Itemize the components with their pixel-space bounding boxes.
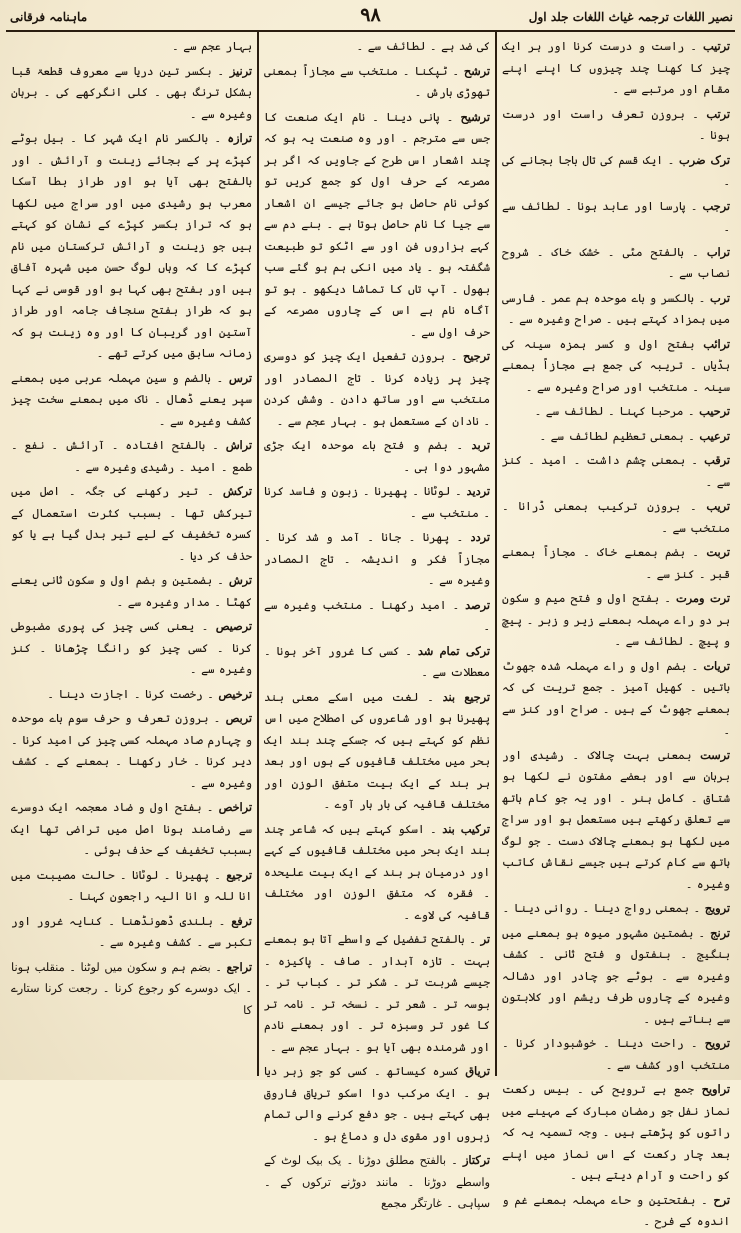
definition: ۔ تیر رکھنے کی جگہ ۔ اصل میں تیرکش تھا ۔ بسبب کثرت استعمال کے کسرہ تخفیف کے لیے تیر بدل گیا ہے یا کو حذف کر دیا ۔ — [11, 485, 252, 563]
dictionary-entry — [502, 104, 730, 147]
headword: تربت — [706, 545, 730, 559]
dictionary-entry — [11, 797, 252, 862]
dictionary-entry — [264, 1150, 490, 1215]
headword: ترش — [228, 573, 252, 587]
definition: ۔ بضم بمعنے خاک ۔ مجازاً بمعنے قبر ۔ کنز سے ۔ — [502, 546, 730, 581]
headword: ترکش — [222, 484, 252, 498]
definition: ۔ بروزن تعرف راست اور درست ہونا ۔ — [502, 107, 730, 142]
definition: ۔ امید رکھنا ۔ منتخب وغیرہ سے ۔ — [264, 598, 490, 633]
definition: ۔ بمعنی چشم داشت ۔ امید ۔ کنز سے ۔ — [502, 454, 730, 489]
definition: ۔ اسکو کہتے ہیں کہ شاعر چند بند ایک بحر میں مختلف قافیوں کے کہے اور درمیان ہر بند کے ایک بیت علیحدہ ۔ فقرہ کہ متفق الوزن اور مختلف قافیہ کی لاوے ۔ — [264, 822, 490, 922]
definition: کسرہ کیساتھ ۔ کسی کو جو زہر دیا ہو ۔ ایک مرکب دوا اسکو تریاق فاروق بھی کہتے ہیں ۔ جو دفع کرنے والی تمام زہروں اور مقوی دل و دماغ ہو ۔ — [264, 1065, 490, 1143]
definition: ۔ پھرنا ۔ جانا ۔ آمد و شد کرنا ۔ مجازاً فکر و اندیشہ ۔ تاج المصادر وغیرہ سے ۔ — [264, 531, 490, 587]
definition: ۔ راحت دینا ۔ خوشبودار کرنا ۔ منتخب اور کشف سے ۔ — [502, 1037, 730, 1072]
dictionary-entry — [502, 150, 730, 193]
dictionary-entry — [11, 481, 252, 567]
dictionary-entry — [264, 929, 490, 1058]
definition: ۔ راست و درست کرنا اور ہر ایک چیز کا کھنا چند چیزوں کا اپنے اپنے مقام اور مرتبے سے ۔ — [502, 40, 730, 96]
dictionary-entry — [502, 450, 730, 493]
headword: ترست — [700, 747, 730, 762]
definition: ۔ بفتح اول و ضاد معجمہ ایک دوسرے سے رضامند ہونا اصل میں تراضی تھا ایک بسبب تخفیف کے حذف ہوئی ۔ — [11, 801, 252, 857]
headword: تراخص — [218, 800, 252, 814]
definition: ۔ ایک قسم کی تال باجا بجانے کی ۔ — [502, 153, 730, 188]
definition: ۔ مرحبا کہنا ۔ لطائف سے ۔ — [534, 405, 700, 418]
dictionary-entry — [502, 656, 730, 742]
definition: ۔ بضم ہم و سکون میں لوٹنا ۔ منقلب ہونا ۔ ایک دوسرے کو رجوع کرنا ۔ رجعت کرنا ستارے کا — [11, 960, 252, 1017]
headword: ترتب — [706, 106, 730, 121]
headword: تریات — [703, 658, 730, 673]
definition: بمعنی بہت چالاک ۔ رشیدی اور برہان سے اور بعضے مفتون نے لکھا ہو شتاق ۔ کامل ہنر ۔ اور یہ جو کام ہاتھ سے تعلق رکھتے ہیں مستعمل ہو اور سراج میں لکھا ہو بمعنے چالاک دست ۔ جو لوگ ہاتھ سے کام کرتے ہیں جیسے نقاش کاتب وغیرہ ۔ — [502, 748, 730, 891]
definition: ۔ بفتحتین و حاے مہملہ بمعنے غم و اندوہ کے فرح ۔ — [502, 1193, 730, 1228]
definition: ۔ بروزن تعرف و حرف سوم باے موحدہ و چہارم صاد مہملہ کسی چیز کی امید کرنا ۔ دیر کرنا ۔ خار رکھنا ۔ بمعنے کے ۔ کشف وغیرہ سے ۔ — [11, 712, 252, 790]
definition: ۔ یعنی کسی چیز کی پوری مضبوطی کرنا ۔ کسی چیز کو رانگا چڑھانا ۔ کنز وغیرہ سے ۔ — [11, 620, 252, 676]
column-right — [497, 32, 735, 1228]
column-left — [6, 32, 257, 1076]
dictionary-entry — [502, 242, 730, 285]
headword: ترک ضرب — [678, 152, 731, 167]
definition: ۔ بالفتح تفضیل کے واسطے آتا ہو بمعنے بہت ۔ تازہ آبدار ۔ صاف ۔ پاکیزہ ۔ جیسے شربت تر ۔ شکر تر ۔ کباب تر ۔ بوسہ تر ۔ شعر تر ۔ نسخہ تر ۔ نامہ تر کا غور تر وسبزہ تر ۔ اور بمعنے نادم اور شرمندہ بھی آیا ہو ۔ بہار عجم سے ۔ — [264, 933, 490, 1054]
definition: جمع ہے ترویح کی ۔ بیس رکعت نماز نفل جو رمضان مبارک کے مہینے میں راتوں کو پڑھتے ہیں ۔ وجہ تسمیہ یہ کہ بعد چار رکعت کے اس نماز میں اپنے کو راحت و آرام دیتے ہیں ۔ — [502, 1083, 730, 1182]
dictionary-entry — [502, 745, 730, 896]
definition: بہار عجم سے ۔ — [172, 40, 252, 53]
dictionary-entry — [502, 1033, 730, 1076]
headword: ترویح — [704, 1036, 730, 1050]
headword: ترس — [228, 370, 252, 385]
dictionary-entry — [502, 196, 730, 239]
definition: ۔ لوٹانا ۔ پھیرنا ۔ زبون و فاسد کرنا ۔ منتخب سے ۔ — [264, 485, 490, 520]
dictionary-entry — [11, 61, 252, 126]
headword: ترقب — [704, 453, 730, 467]
definition: ۔ بروزن ترکیب بمعنی ڈرانا ۔ منتخب سے ۔ — [502, 500, 730, 535]
dictionary-entry — [11, 865, 252, 908]
headword: ترب — [709, 290, 730, 305]
definition: ۔ بمعنی تعظیم لطائف سے ۔ — [539, 429, 700, 443]
page-header — [6, 4, 735, 32]
definition: کی ضد ہے ۔ لطائف سے ۔ — [356, 40, 490, 53]
definition: ۔ بالضم و سین مہملہ عربی میں بمعنے سپر یعنے ڈھال ۔ ناک میں بمعنے سخت چیز کشف وغیرہ سے ۔ — [11, 371, 252, 428]
dictionary-entry — [502, 588, 730, 653]
headword: تربد — [471, 438, 490, 452]
definition: ۔ بالفتح افتادہ ۔ آرائش ۔ نفع ۔ طمع ۔ امید ۔ رشیدی وغیرہ سے ۔ — [11, 439, 252, 474]
dictionary-entry — [502, 1190, 730, 1233]
dictionary-entry — [11, 36, 252, 58]
dictionary-entry — [264, 1061, 490, 1147]
definition: ۔ پانی دینا ۔ نام ایک صنعت کا جس سے مترجم ۔ اور وہ صنعت یہ ہو کہ چند اشعار اس طرح کے جاویں کہ اگر ہر مصرعہ کے حرف اول کو جمع کریں تو کوئی نام حاصل ہو جائے جیسے ان اشعار سے جیا کا نام حاصل ہوتا ہے ۔ بنے دم سے کہے ہزاروں فن اور سے اٹکو تو طبیعت شگفتہ ہو ۔ یاد میں انکی ہم ہو گئے سب بھول ۔ آپ تاں کا تماشا دیکھو ۔ ہو تو آگاہ نام ہے اس کے چاروں مصرعہ کے حرف اول سے ۔ — [264, 110, 490, 339]
dictionary-entry — [502, 1079, 730, 1187]
definition: ۔ بمعنی رواج دینا ۔ روانی دینا ۔ — [502, 902, 705, 915]
definition: ۔ رخصت کرنا ۔ اجازت دینا ۔ — [47, 687, 219, 701]
definition: ۔ ٹپکنا ۔ منتخب سے مجازاً بمعنی تھوڑی بارش ۔ — [264, 64, 490, 99]
definition: ۔ بکسر تین دریا سے معروف قطعۃ قبا بشکل ترنگ بھی ۔ کلی انگرکھے کی ۔ برہان وغیرہ سے ۔ — [11, 64, 252, 121]
dictionary-entry — [502, 496, 730, 539]
headword: ترخیص — [218, 686, 252, 701]
definition: ۔ پارسا اور عابد ہونا ۔ لطائف سے ۔ — [502, 199, 730, 234]
dictionary-entry — [502, 334, 730, 399]
dictionary-entry — [502, 923, 730, 1031]
definition: ۔ بالفتح مطلق دوڑنا ۔ یک بیک لوٹ کے واسطے دوڑنا ۔ مانند دوڑنے ترکوں کے ۔ سپاہی ۔ غارتگر مجمع — [264, 1154, 490, 1210]
definition: ۔ بالکسر و باے موحدہ ہم عمر ۔ فارسی میں ہمزاد کہتے ہیں ۔ صراح وغیرہ سے ۔ — [502, 291, 730, 326]
dictionary-entry — [264, 435, 490, 478]
headword: تریب — [706, 499, 730, 513]
dictionary-entry — [264, 527, 490, 592]
headword: تریاق — [465, 1064, 490, 1078]
column-middle — [259, 32, 495, 1210]
headword: تردید — [466, 484, 490, 498]
dictionary-entry — [11, 911, 252, 954]
headword: تراش — [225, 438, 252, 452]
definition: ۔ لغت میں اسکے معنی بند پھیرنا ہو اور شاعروں کی اصطلاح میں اس نظم کو کہتے ہیں کہ جسکے چند بند ایک بحر میں مختلف قافیوں کے ہوں اور بعد ہر بند کے ایک بیت متفق الوزن اور مختلف قافیہ کی بار بار آوے ۔ — [264, 690, 490, 811]
headword: ترجیع — [226, 867, 252, 882]
dictionary-entry — [264, 61, 490, 104]
dictionary-columns — [6, 32, 735, 1228]
headword: تراجع — [226, 959, 252, 974]
headword: تراویح — [701, 1082, 730, 1096]
headword: ترت ومرت — [676, 591, 730, 605]
headword: ترائب — [703, 336, 730, 351]
definition: بفتح اول و کسر ہمزہ سینہ کی ہڈیاں ۔ تریبہ کی جمع ہے مجازاً بمعنے سینہ ۔ منتخب اور صراح وغیرہ سے ۔ — [502, 337, 730, 394]
headword: تربص — [225, 711, 252, 725]
headword: تردد — [470, 530, 490, 544]
headword: تراب — [706, 244, 730, 259]
dictionary-entry — [502, 288, 730, 331]
headword: ترشح — [463, 63, 490, 78]
dictionary-entry — [11, 128, 252, 365]
headword: ترصیص — [215, 619, 252, 633]
headword: ترویج — [704, 901, 730, 915]
headword: تر — [480, 932, 490, 946]
dictionary-entry — [264, 819, 490, 927]
headword: ترعیب — [699, 428, 730, 443]
headword: ترنج — [710, 925, 730, 940]
dictionary-entry — [264, 687, 490, 816]
headword: ترجیح — [462, 349, 490, 363]
dictionary-entry — [264, 107, 490, 344]
headword: ترکی تمام شد — [417, 643, 490, 658]
definition: ۔ بضم اول و راے مہملہ شدہ جھوٹ باتیں ۔ کھیل آمیز ۔ جمع تریت کی کہ بمعنے جھوٹ کے ہیں ۔ صراح اور کنز سے ۔ — [502, 659, 730, 737]
headword: ترنیز — [229, 63, 252, 78]
definition: ۔ کسی کا غرور آخر ہونا ۔ معطلات سے ۔ — [264, 644, 490, 679]
dictionary-entry — [11, 435, 252, 478]
dictionary-entry — [11, 684, 252, 706]
headword: ترتیب — [702, 39, 730, 53]
dictionary-entry — [11, 368, 252, 433]
definition: ۔ بضم و فتح باے موحدہ ایک جڑی مشہور دوا ہی ۔ — [264, 439, 490, 474]
definition: ۔ بروزن تفعیل ایک چیز کو دوسری چیز پر زیادہ کرنا ۔ تاج المصادر اور منتخب سے اور ساتھ دادن ۔ وشش کردن ۔ نادان کے مستعمل ہو ۔ بہار عجم سے ۔ — [264, 350, 490, 428]
headword: ترصد — [465, 597, 490, 612]
definition: ۔ پھیرنا ۔ لوٹانا ۔ حالت مصیبت میں انا للہ و انا الیہ راجعون کہنا ۔ — [11, 868, 252, 903]
dictionary-entry — [502, 426, 730, 448]
dictionary-entry — [264, 36, 490, 58]
dictionary-entry — [502, 36, 730, 101]
dictionary-entry — [11, 708, 252, 794]
definition: ۔ بضمتین مشہور میوہ ہو بمعنے میں بنگیج ۔ بنفتول و فتح ثانی ۔ کشف وغیرہ سے ۔ بوٹے جو چادر اور دشالہ وغیرہ کے چاروں طرف ریشم اور کلابتون سے بناتے ہیں ۔ — [502, 926, 730, 1026]
dictionary-entry — [264, 346, 490, 432]
dictionary-entry — [502, 898, 730, 920]
headword: ترحیب — [699, 404, 730, 418]
dictionary-entry — [11, 616, 252, 681]
dictionary-entry — [264, 595, 490, 638]
headword: ترجب — [702, 198, 730, 213]
headword: ترح — [713, 1192, 730, 1207]
publication-name: ماہنامہ فرقانی — [10, 10, 88, 24]
dictionary-entry — [264, 481, 490, 524]
headword: ترکتاز — [462, 1153, 490, 1167]
headword: ترفع — [231, 913, 252, 928]
headword: ترکیب بند — [442, 821, 490, 836]
definition: ۔ بضمتین و بضم اول و سکون ثانی یعنے کھٹا ۔ مدار وغیرہ سے ۔ — [11, 574, 252, 609]
definition: ۔ بالفتح مٹی ۔ خشک خاک ۔ شروح نصاب سے ۔ — [502, 245, 730, 280]
definition: ۔ بفتح اول و فتح میم و سکون ہر دو راے مہملہ بمعنے زیر و زبر ۔ پیچ و پیچ ۔ لطائف سے ۔ — [502, 592, 730, 648]
dictionary-entry — [502, 401, 730, 423]
headword: ترشیح — [460, 109, 490, 124]
dictionary-entry — [502, 542, 730, 585]
dictionary-entry — [11, 957, 252, 1022]
headword: ترازہ — [227, 131, 252, 145]
page-number: ۹۸ — [360, 4, 381, 26]
book-title: نصیر اللغات ترجمہ غیاث اللغات جلد اول — [528, 10, 733, 24]
dictionary-entry — [11, 570, 252, 613]
headword: ترجیع بند — [442, 689, 491, 704]
definition: ۔ بلندی ڈھونڈھنا ۔ کنایہ غرور اور تکبر سے ۔ کشف وغیرہ سے ۔ — [11, 914, 252, 949]
definition: ۔ بالکسر نام ایک شہر کا ۔ بیل بوٹے کپڑے پر کے بجائے زینت و آرائش ۔ اور بالفتح بھی آیا ہو اور طراز بطا آسکا معرب ہو رشیدی میں اور سراج میں لکھا ہو کہ تراز بکسر کپڑے کے نشان کو کہتے ہیں جو زینت و آرائش ترکستان میں نام کپڑے کا کہ وہاں لوگ حسن میں شہرہ آفاق ہیں اور بفتح بھی کہا ہو اور قوسی نے کہا ہو کہ طراز بفتح سنجاف جامہ اور طراز آستین اور گریبان کا اور وہ زینت ہو کہ زمانہ سابق میں کرتے تھے ۔ — [11, 132, 252, 360]
dictionary-entry — [264, 641, 490, 684]
